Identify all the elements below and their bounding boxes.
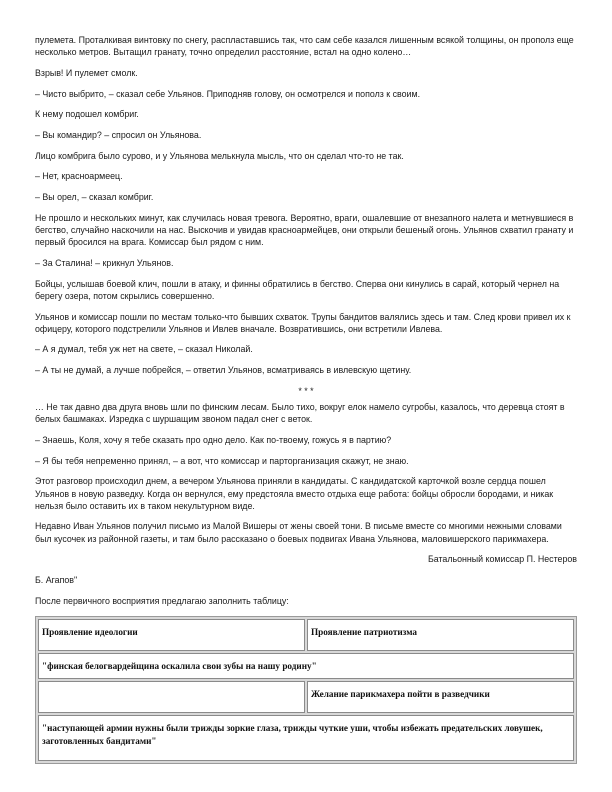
paragraph: К нему подошел комбриг.: [35, 109, 139, 120]
paragraph: Лицо комбрига было сурово, и у Ульянова мелькнула мысль, что он сделал что-то не так.: [35, 150, 404, 161]
instruction: После первичного восприятия предлагаю заполнить таблицу:: [35, 595, 289, 606]
paragraph: – За Сталина! – крикнул Ульянов.: [35, 257, 174, 268]
signature: Батальонный комиссар П. Нестеров: [427, 554, 577, 565]
section-separator: * * *: [298, 385, 314, 396]
table-cell[interactable]: "финская белогвардейщина оскалила свои зубы на нашу родину": [38, 653, 574, 680]
paragraph: – Вы орел, – сказал комбриг.: [35, 192, 154, 203]
paragraph: … Не так давно два друга вновь шли по финским лесам. Было тихо, вокруг елок намело сугробы, казалось, что деревца стоят в белых башмаках. Изредка с шуршащим звоном падал снег с веток.: [35, 402, 565, 425]
header-ideology: Проявление идеологии: [38, 619, 305, 651]
paragraph: Взрыв! И пулемет смолк.: [35, 67, 138, 78]
worksheet-table: [35, 616, 577, 765]
table-row: [38, 653, 574, 680]
paragraph: Недавно Иван Ульянов получил письмо из Малой Вишеры от жены своей тони. В письме вместе со многими нежными словами был кусочек из районной газеты, и там было рассказано о боевых подвигах Ивана Ульянова, маловишерского парикмахера.: [35, 521, 562, 544]
paragraph: – Чисто выбрито, – сказал себе Ульянов. Приподняв голову, он осмотрелся и пополз к своим.: [35, 88, 421, 99]
paragraph: – Нет, красноармеец.: [35, 171, 123, 182]
header-patriotism: Проявление патриотизма: [307, 619, 574, 651]
table-row: [38, 681, 574, 713]
table-row: [38, 715, 574, 761]
paragraph: – А я думал, тебя уж нет на свете, – сказал Николай.: [35, 344, 253, 355]
paragraph: Этот разговор происходил днем, а вечером Ульянова приняли в кандидаты. С кандидатской карточкой возле сердца пошел Ульянов в новую разведку. Когда он вернулся, ему предстояла вместо отдыха еще работа: бойцы обросли бородами, и никак нельзя было оставить их в таком некультурном виде.: [35, 476, 554, 511]
paragraph: Ульянов и комиссар пошли по местам только-что бывших схваток. Трупы бандитов валялись здесь и там. След крови привел их к офицеру, которого подстрелили Ульянов и Ивлев вначале. Возвратившись, они встретили Ивлева.: [35, 311, 571, 334]
paragraph: – Я бы тебя непременно принял, – а вот, что комиссар и парторганизация скажут, не знаю.: [35, 455, 409, 466]
table-cell-empty[interactable]: [38, 681, 305, 713]
paragraph: Не прошло и нескольких минут, как случилась новая тревога. Вероятно, враги, ошалевшие от внезапного налета и метнувшиеся в бегство, случайно наскочили на нас. Выскочив и увидав красноармейцев, они открыли бешеный огонь. Ульянов схватил гранату и первый бросился на врага. Комиссар был рядом с ним.: [35, 212, 574, 248]
paragraph: Бойцы, услышав боевой клич, пошли в атаку, и финны обратились в бегство. Сперва они кинулись в сарай, который чернел на берегу озера, потом скрылись совершенно.: [35, 278, 560, 301]
table-cell[interactable]: "наступающей армии нужны были трижды зоркие глаза, трижды чуткие уши, чтобы избежать предательских ловушек, заготовленных бандитами": [38, 715, 574, 761]
paragraph: – Вы командир? – спросил он Ульянова.: [35, 130, 202, 141]
author: Б. Агапов": [35, 575, 78, 586]
paragraph: – Знаешь, Коля, хочу я тебе сказать про одно дело. Как по-твоему, гожусь я в партию?: [35, 434, 392, 445]
table-cell[interactable]: Желание парикмахера пойти в разведчики: [307, 681, 574, 713]
table-row: [38, 619, 574, 651]
paragraph: – А ты не думай, а лучше побрейся, – ответил Ульянов, всматриваясь в ивлевскую щетину.: [35, 365, 412, 376]
paragraph: пулемета. Проталкивая винтовку по снегу, распластавшись так, что сам себе казался лишенным всякой толщины, он прополз еще несколько метров. Вытащил гранату, точно определил расстояние, встал на одно колено…: [35, 35, 574, 58]
